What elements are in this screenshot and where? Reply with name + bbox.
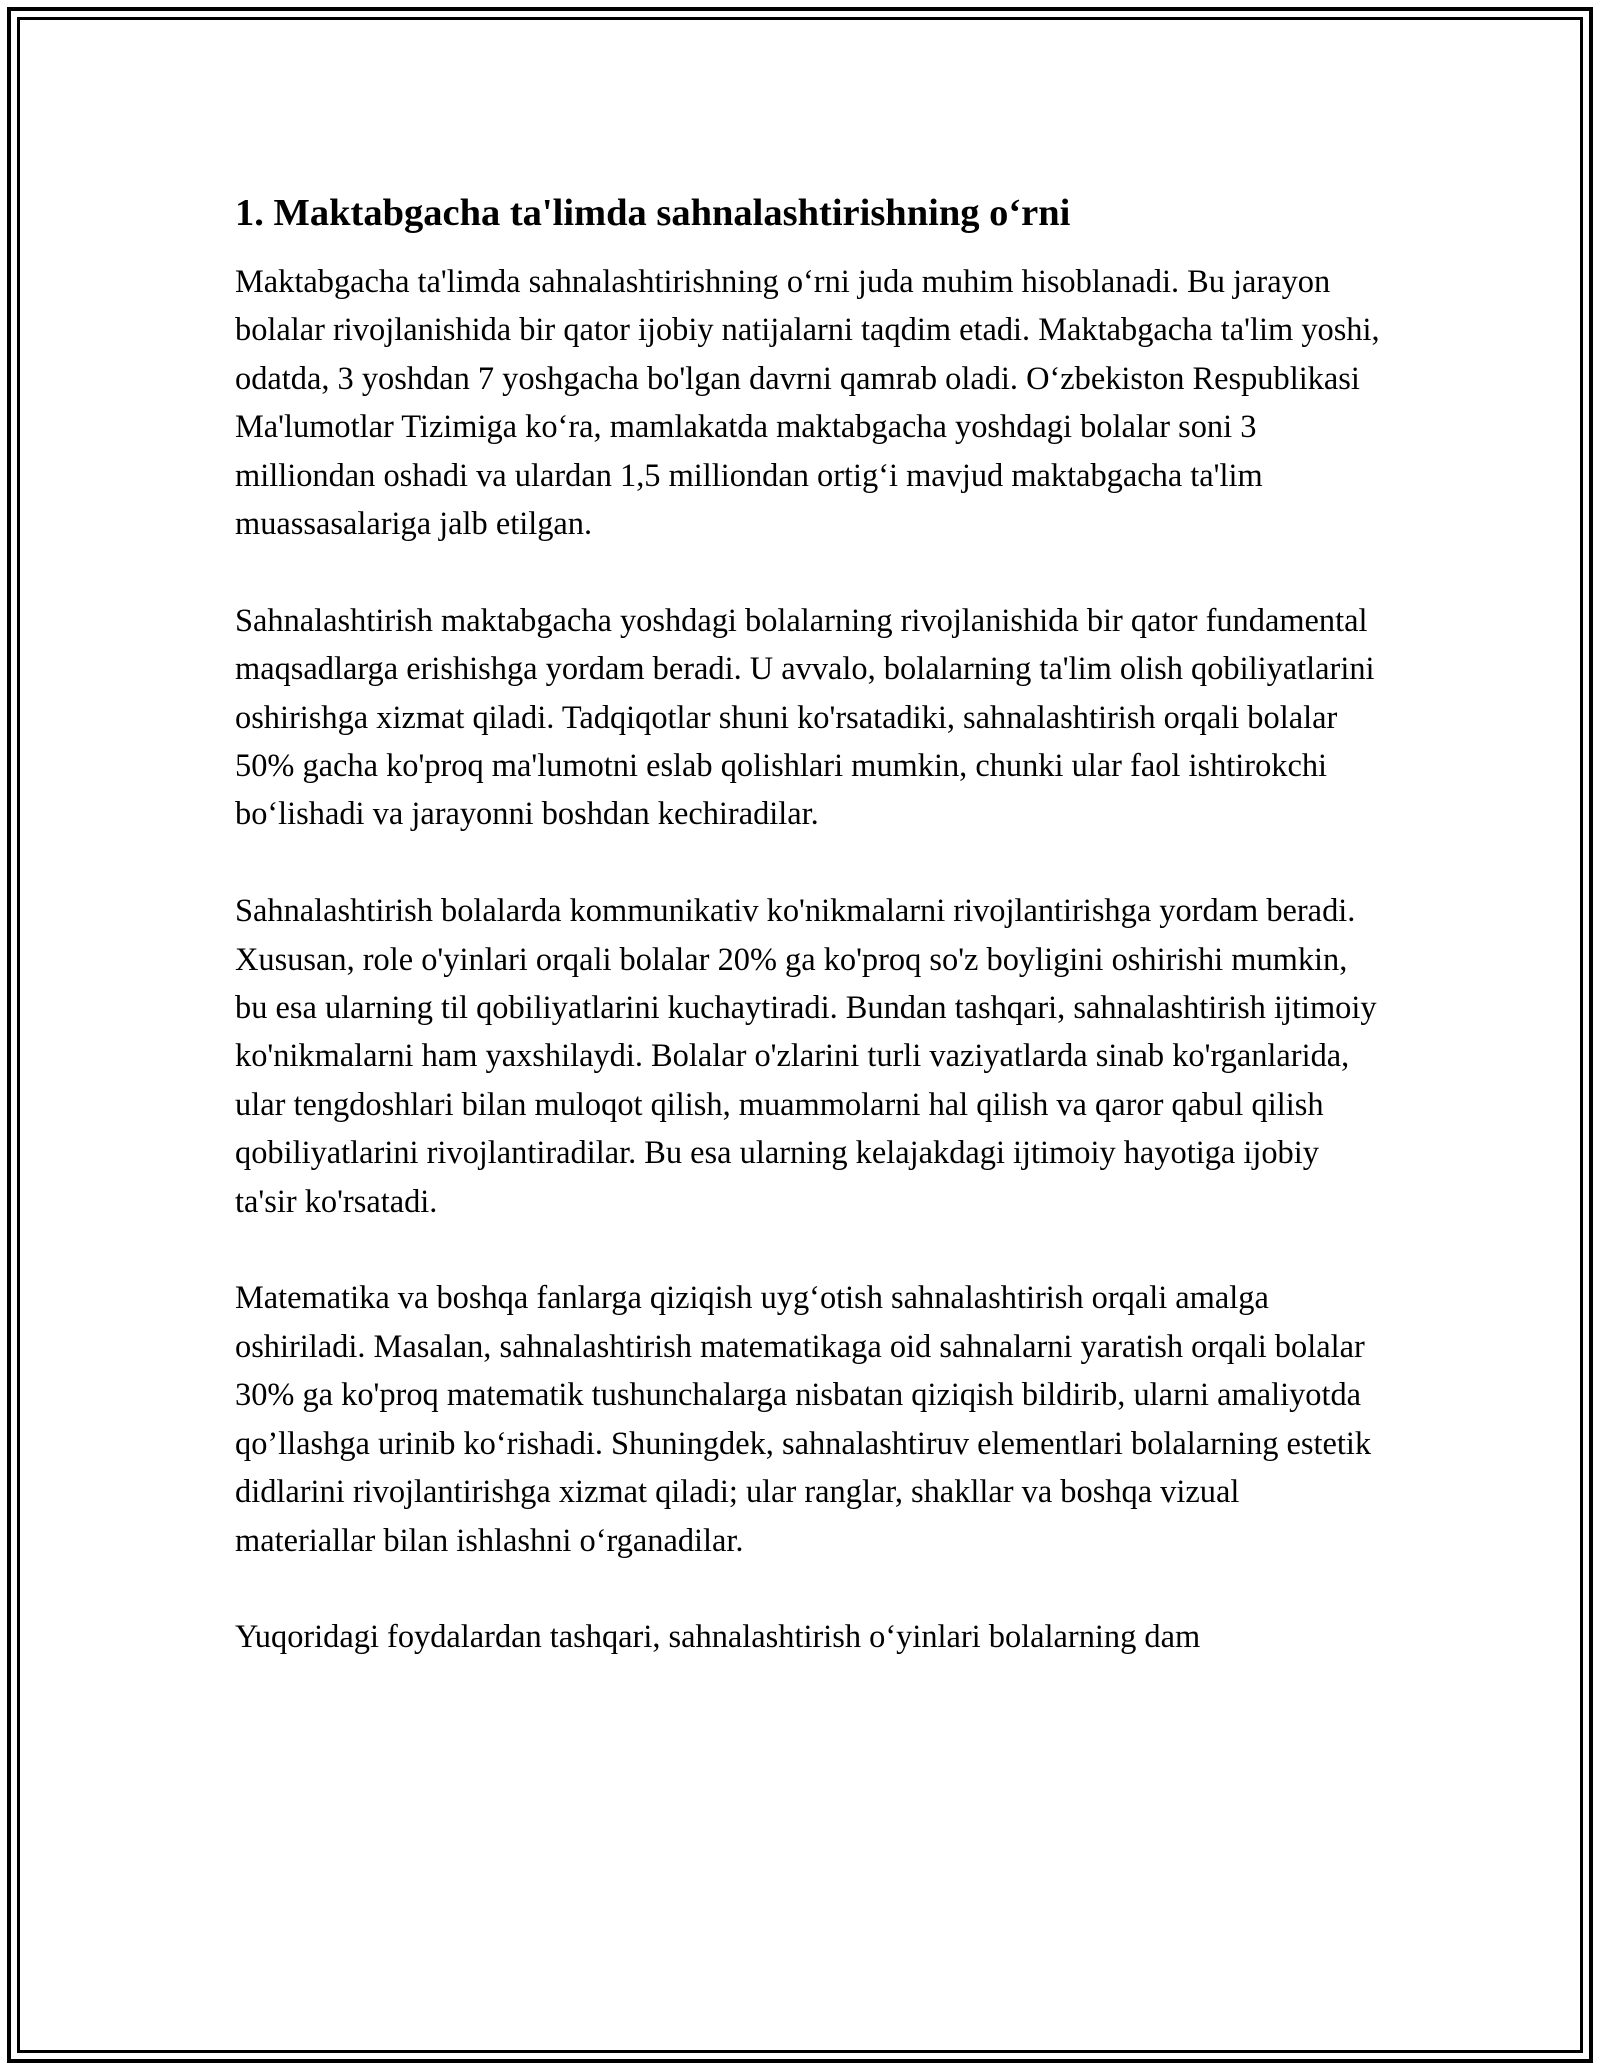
paragraph-1: Maktabgacha ta'limda sahnalashtirishning o‘rni juda muhim hisoblanadi. Bu jarayon bolalar rivojlanishida bir qator ijobiy natijalarni taqdim etadi. Maktabgacha ta'lim yoshi, odatda, 3 yoshdan 7 yoshgacha bo'lgan davrni qamrab oladi. O‘zbekiston Respublikasi Ma'lumotlar Tizimiga ko‘ra, mamlakatda maktabgacha yoshdagi bolalar soni 3 milliondan oshadi va ulardan 1,5 milliondan ortig‘i mavjud maktabgacha ta'lim muassasalariga jalb etilgan. xyxy=(235,264,1380,543)
paragraph-4: Matematika va boshqa fanlarga qiziqish uyg‘otish sahnalashtirish orqali amalga oshiriladi. Masalan, sahnalashtirish matematikaga oid sahnalarni yaratish orqali bolalar 30% ga ko'proq matematik tushunchalarga nisbatan qiziqish bildirib, ularni amaliyotda qo’llashga urinib ko‘rishadi. Shuningdek, sahnalashtiruv elementlari bolalarning estetik didlarini rivojlantirishga xizmat qiladi; ular ranglar, shakllar va boshqa vizual materiallar bilan ishlashni o‘rganadilar. xyxy=(235,1280,1372,1559)
document-body xyxy=(235,188,1380,1662)
paragraph-2: Sahnalashtirish maktabgacha yoshdagi bolalarning rivojlanishida bir qator fundamental maqsadlarga erishishga yordam beradi. U avvalo, bolalarning ta'lim olish qobiliyatlarini oshirishga xizmat qiladi. Tadqiqotlar shuni ko'rsatadiki, sahnalashtirish orqali bolalar 50% gacha ko'proq ma'lumotni eslab qolishlari mumkin, chunki ular faol ishtirokchi bo‘lishadi va jarayonni boshdan kechiradilar. xyxy=(235,602,1375,833)
section-heading: 1. Maktabgacha ta'limda sahnalashtirishning o‘rni xyxy=(235,192,1071,234)
paragraph-3: Sahnalashtirish bolalarda kommunikativ ko'nikmalarni rivojlantirishga yordam beradi. Xususan, role o'yinlari orqali bolalar 20% ga ko'proq so'z boyligini oshirishi mumkin, bu esa ularning til qobiliyatlarini kuchaytiradi. Bundan tashqari, sahnalashtirish ijtimoiy ko'nikmalarni ham yaxshilaydi. Bolalar o'zlarini turli vaziyatlarda sinab ko'rganlarida, ular tengdoshlari bilan muloqot qilish, muammolarni hal qilish va qaror qabul qilish qobiliyatlarini rivojlantiradilar. Bu esa ularning kelajakdagi ijtimoiy hayotiga ijobiy ta'sir ko'rsatadi. xyxy=(235,893,1377,1220)
paragraph-5: Yuqoridagi foydalardan tashqari, sahnalashtirish o‘yinlari bolalarning dam xyxy=(235,1619,1201,1656)
